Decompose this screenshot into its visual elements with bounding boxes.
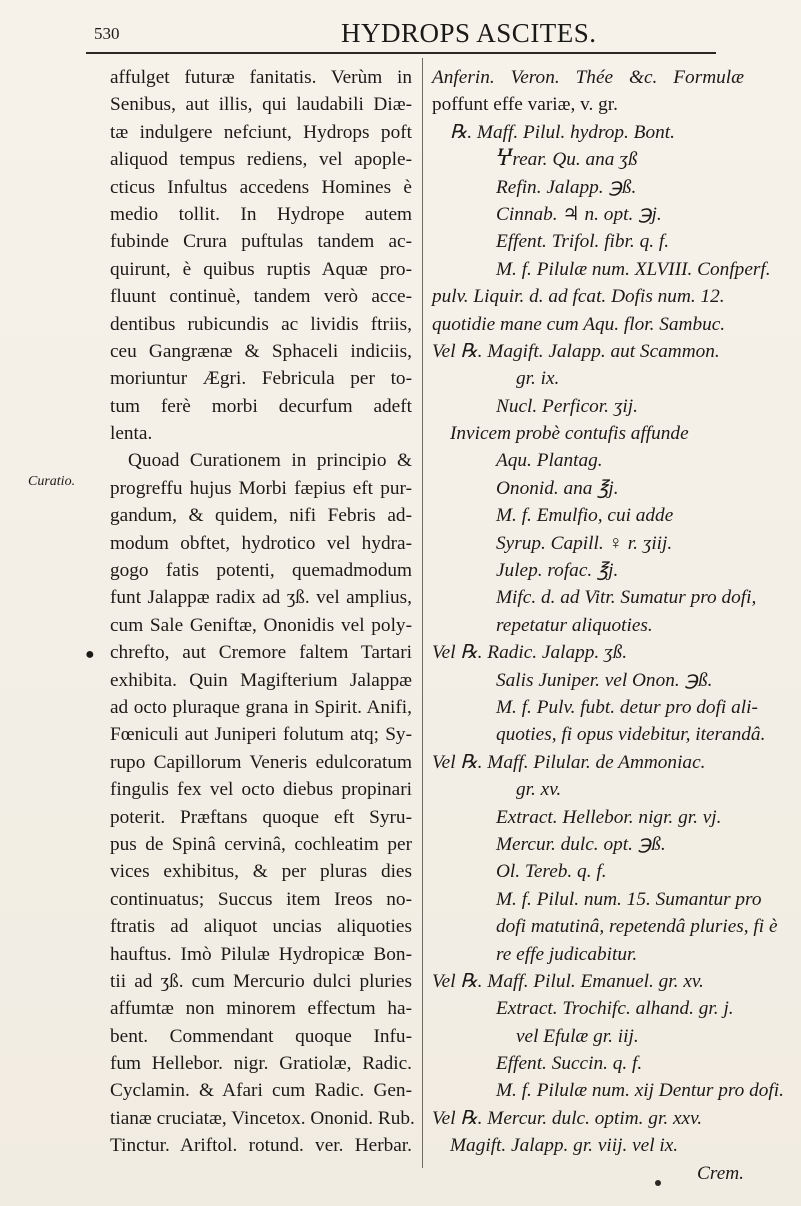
recipe-line: Invicem probè contufis affunde (450, 423, 689, 445)
recipe-line: quoties, fi opus videbitur, iterandâ. (496, 724, 766, 746)
text-line: ceu Gangrænæ & Sphaceli indiciis, (110, 340, 412, 362)
text-line: dentibus rubicundis ac lividis ftriis, (110, 313, 412, 335)
text-line: poffunt effe variæ, v. gr. (432, 94, 618, 116)
text-line: Tinctur. Ariftol. rotund. ver. Herbar. (110, 1135, 412, 1157)
recipe-line: re effe judicabitur. (496, 943, 638, 965)
text-line: Fœniculi aut Juniperi folutum atq; Sy- (110, 724, 412, 746)
text-line: tii ad ʒß. cum Mercurio dulci pluries (110, 970, 412, 992)
text-line: fluunt continuè, tandem verò acce- (110, 286, 412, 308)
recipe-line: gr. xv. (516, 779, 562, 801)
text-line: funt Jalappæ radix ad ʒß. vel amplius, (110, 587, 412, 609)
recipe-line: Vel ℞. Maff. Pilul. Emanuel. gr. xv. (432, 970, 704, 992)
recipe-line: Cinnab. ♃ n. opt. ℈j. (496, 203, 662, 225)
recipe-line: M. f. Pilul. num. 15. Sumantur pro (496, 888, 762, 910)
header-rule (86, 52, 716, 54)
text-line: vices exhibitus, & per pluras dies (110, 861, 412, 883)
text-line: affulget futuræ fanitatis. Verùm in (110, 67, 412, 88)
recipe-line: Extract. Hellebor. nigr. gr. vj. (496, 806, 722, 828)
ink-dot (655, 1180, 661, 1186)
recipe-line: ℞. Maff. Pilul. hydrop. Bont. (450, 121, 675, 143)
recipe-line: Aqu. Plantag. (496, 450, 603, 472)
right-column (432, 64, 784, 1187)
text-line: aliquod tempus rediens, vel apople- (110, 149, 412, 171)
recipe-line: Mifc. d. ad Vitr. Sumatur pro dofi, (496, 587, 757, 609)
text-line: Senibus, aut illis, qui laudabili Diæ- (110, 94, 412, 116)
text-line: tum ferè morbi decurfum adeft (110, 395, 412, 417)
recipe-line: Vel ℞. Magift. Jalapp. aut Scammon. (432, 340, 720, 362)
column-divider (422, 58, 423, 1168)
recipe-line: dofi matutinâ, repetendâ pluries, fi è (496, 916, 778, 938)
recipe-line: quotidie mane cum Aqu. flor. Sambuc. (432, 313, 726, 335)
recipe-line: M. f. Pilulæ num. xij Dentur pro dofi. (496, 1080, 784, 1102)
catchword: Crem. (697, 1162, 744, 1184)
text-line: gogo fatis potenti, quemadmodum (110, 560, 412, 582)
text-line: poterit. Præftans quoque eft Syru- (110, 806, 412, 828)
text-line: tæ indulgere nefciunt, Hydrops poft (110, 121, 412, 143)
recipe-line: Julep. rofac. ℥j. (496, 560, 619, 582)
text-line: Cyclamin. & Afari cum Radic. Gen- (110, 1080, 412, 1102)
recipe-line: Ⴤrear. Qu. ana ʒß (496, 149, 638, 171)
recipe-line: vel Efulæ gr. iij. (516, 1025, 639, 1047)
recipe-line: gr. ix. (516, 368, 560, 390)
recipe-line: Magift. Jalapp. gr. viij. vel ix. (450, 1135, 679, 1157)
recipe-line: M. f. Emulfio, cui adde (496, 505, 674, 527)
text-line: ftratis ad aliquot uncias aliquoties (110, 916, 412, 938)
text-line: moriuntur Ægri. Febricula per to- (110, 368, 412, 390)
margin-note-curatio: Curatio. (28, 474, 76, 489)
text-line: exhibita. Quin Magifterium Jalappæ (110, 669, 412, 691)
left-column (110, 64, 415, 1160)
recipe-line: repetatur aliquoties. (496, 614, 653, 636)
text-line: modum obftet, hydrotico vel hydra- (110, 532, 412, 554)
recipe-line: Effent. Trifol. fibr. q. f. (496, 231, 670, 253)
text-line: cticus Infultus accedens Homines è (110, 176, 412, 198)
recipe-line: Ol. Tereb. q. f. (496, 861, 607, 883)
text-line: chrefto, aut Cremore faltem Tartari (110, 642, 412, 664)
text-line: bent. Commendant quoque Infu- (110, 1025, 412, 1047)
recipe-line: Extract. Trochifc. alhand. gr. j. (496, 998, 734, 1020)
recipe-line: Salis Juniper. vel Onon. ℈ß. (496, 669, 713, 691)
recipe-line: M. f. Pulv. fubt. detur pro dofi ali- (496, 696, 758, 718)
recipe-line: Syrup. Capill. ♀ r. ʒiij. (496, 532, 673, 554)
text-line: lenta. (110, 423, 153, 445)
text-line: fum Hellebor. nigr. Gratiolæ, Radic. (110, 1053, 412, 1075)
running-title: HYDROPS ASCITES. (341, 18, 597, 48)
recipe-line: Ononid. ana ℥j. (496, 477, 619, 499)
text-line: rupo Capillorum Veneris edulcoratum (110, 751, 412, 773)
text-line: fubinde Crura puftulas tandem ac- (110, 231, 412, 253)
text-line: continuatus; Succus item Ireos no- (110, 888, 412, 910)
text-line: tianæ cruciatæ, Vincetox. Ononid. Rub. (110, 1107, 415, 1129)
margin-bullet-icon: ● (85, 646, 95, 663)
text-line: pus de Spinâ cervinâ, cochleatim per (110, 833, 412, 855)
text-line: hauftus. Imò Pilulæ Hydropicæ Bon- (110, 943, 412, 965)
text-line: gandum, & quidem, nifi Febris ad- (110, 505, 412, 527)
text-line: Anferin. Veron. Thée &c. Formulæ (432, 67, 744, 88)
text-line: progreffu hujus Morbi fæpius eft pur- (110, 477, 412, 499)
text-line: ad octo pluraque grana in Spirit. Anifi, (110, 696, 412, 718)
text-line: quirunt, è quibus ruptis Aquæ pro- (110, 258, 412, 280)
recipe-line: Nucl. Perficor. ʒij. (496, 395, 638, 417)
recipe-line: Mercur. dulc. opt. ℈ß. (496, 833, 666, 855)
text-line: Quoad Curationem in principio & (128, 450, 412, 472)
text-line: cum Sale Geniftæ, Ononidis vel poly- (110, 614, 412, 636)
page-number: 530 (94, 24, 120, 43)
text-line: affumtæ non minorem effectum ha- (110, 998, 412, 1020)
recipe-line: Vel ℞. Radic. Jalapp. ʒß. (432, 642, 628, 664)
recipe-line: Vel ℞. Mercur. dulc. optim. gr. xxv. (432, 1107, 703, 1129)
recipe-line: Refin. Jalapp. ℈ß. (496, 176, 637, 198)
page-header (86, 8, 716, 52)
text-line: fingulis fex vel octo diebus propinari (110, 779, 412, 801)
recipe-line: M. f. Pilulæ num. XLVIII. Confperf. (496, 258, 771, 280)
recipe-line: Effent. Succin. q. f. (496, 1053, 643, 1075)
text-line: medio tollit. In Hydrope autem (110, 203, 412, 225)
recipe-line: pulv. Liquir. d. ad fcat. Dofis num. 12. (432, 286, 725, 308)
recipe-line: Vel ℞. Maff. Pilular. de Ammoniac. (432, 751, 706, 773)
